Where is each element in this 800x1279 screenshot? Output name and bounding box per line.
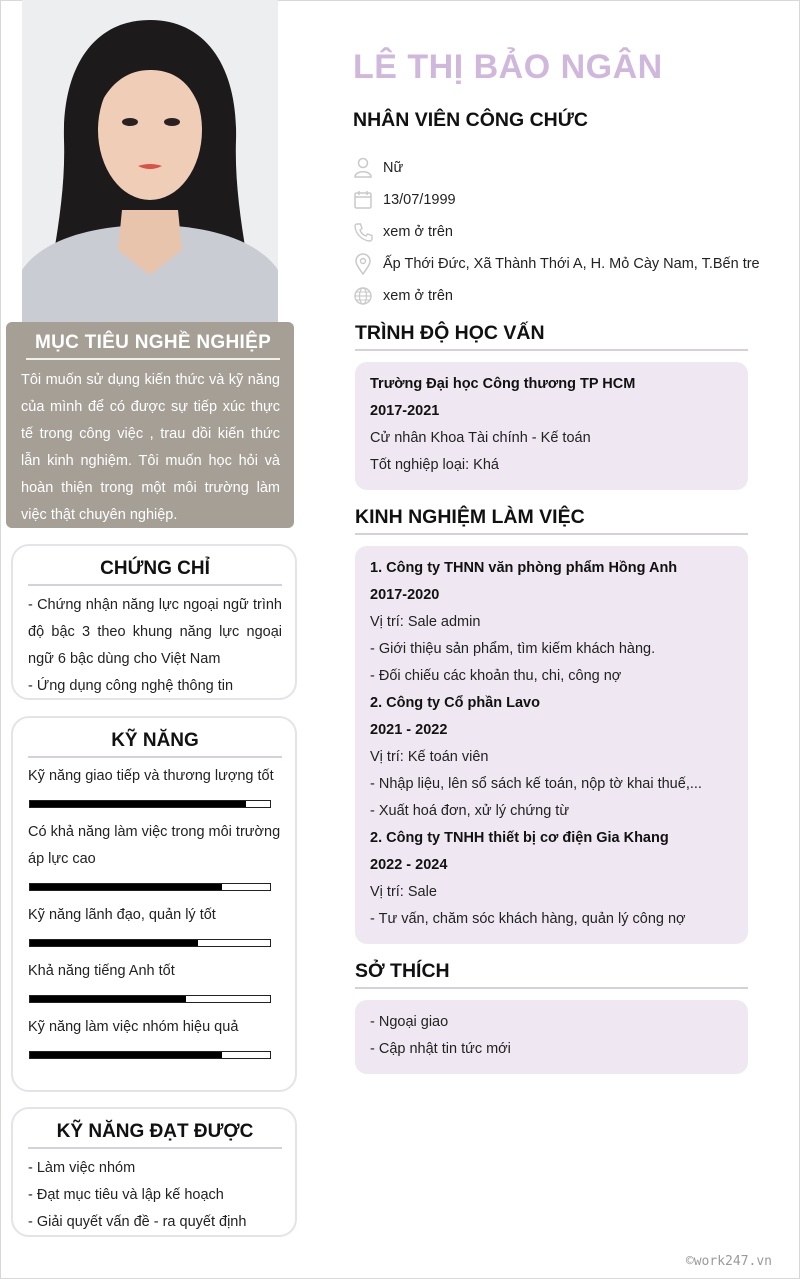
job-duty: - Tư vấn, chăm sóc khách hàng, quản lý công nợ <box>370 911 686 927</box>
skill-bar <box>29 1051 271 1059</box>
skill-bar <box>29 883 271 891</box>
education-major: Cử nhân Khoa Tài chính - Kế toán <box>370 430 591 446</box>
certificate-item: - Ứng dụng công nghệ thông tin <box>28 678 234 694</box>
gender-text: Nữ <box>383 160 404 176</box>
contact-address <box>353 252 760 276</box>
job-period: 2017-2020 <box>370 587 440 603</box>
skill-label: Kỹ năng giao tiếp và thương lượng tốt <box>28 768 274 784</box>
certificate-item: - Chứng nhận năng lực ngoại ngữ trình độ bậc 3 theo khung năng lực ngoại ngữ 6 bậc dùng cho Việt Nam <box>28 597 282 667</box>
birthday-text: 13/07/1999 <box>383 192 456 208</box>
phone-icon <box>353 221 373 243</box>
hobby-item: - Cập nhật tin tức mới <box>370 1041 511 1057</box>
career-objective-box <box>6 322 294 528</box>
skills-card <box>11 716 297 1092</box>
contact-phone <box>353 220 453 244</box>
contact-birthday <box>353 188 456 212</box>
skill-bar <box>29 995 271 1003</box>
location-icon <box>353 253 373 275</box>
skill-bar-fill <box>30 940 198 946</box>
certificates-card <box>11 544 297 700</box>
skill-bar <box>29 800 271 808</box>
hobbies-title: SỞ THÍCH <box>355 960 748 989</box>
profile-photo <box>22 0 278 322</box>
contact-gender <box>353 156 403 180</box>
contact-website <box>353 284 453 308</box>
skill-label: Khả năng tiếng Anh tốt <box>28 963 175 979</box>
company-name: 2. Công ty Cổ phần Lavo <box>370 695 540 711</box>
skill-label: Có khả năng làm việc trong môi trường áp lực cao <box>28 824 281 867</box>
education-years: 2017-2021 <box>370 403 440 419</box>
objective-text: Tôi muốn sử dụng kiến thức và kỹ năng của mình để có được sự tiếp xúc thực tế trong công việc , trau dồi kiến thức lẫn kinh nghiệm. Tôi muốn học hỏi và hoàn thiện trong một môi trường làm việc thật chuyên nghiệp. <box>21 372 280 523</box>
objective-title: MỤC TIÊU NGHỀ NGHIỆP <box>26 332 280 360</box>
achieved-skill-item: - Giải quyết vấn đề - ra quyết định <box>28 1214 247 1230</box>
skill-bar-fill <box>30 1052 222 1058</box>
job-period: 2022 - 2024 <box>370 857 448 873</box>
globe-icon <box>353 285 373 307</box>
experience-panel <box>355 546 748 944</box>
job-duty: - Đối chiếu các khoản thu, chi, công nợ <box>370 668 622 684</box>
job-title: NHÂN VIÊN CÔNG CHỨC <box>353 109 589 131</box>
education-grade: Tốt nghiệp loại: Khá <box>370 457 499 473</box>
achieved-skills-title: KỸ NĂNG ĐẠT ĐƯỢC <box>28 1121 282 1149</box>
job-duty: - Xuất hoá đơn, xử lý chứng từ <box>370 803 570 819</box>
skills-title: KỸ NĂNG <box>28 730 282 758</box>
skill-bar-fill <box>30 996 186 1002</box>
calendar-icon <box>353 189 373 211</box>
job-period: 2021 - 2022 <box>370 722 448 738</box>
achieved-skills-card <box>11 1107 297 1237</box>
job-duty: - Giới thiệu sản phẩm, tìm kiếm khách hàng. <box>370 641 656 657</box>
skill-bar-fill <box>30 884 222 890</box>
job-position: Vị trí: Sale <box>370 884 437 900</box>
education-panel <box>355 362 748 490</box>
certificates-title: CHỨNG CHỈ <box>28 558 282 586</box>
address-text: Ấp Thới Đức, Xã Thành Thới A, H. Mỏ Cày Nam, T.Bến tre <box>383 256 760 272</box>
education-title: TRÌNH ĐỘ HỌC VẤN <box>355 322 748 351</box>
school-name: Trường Đại học Công thương TP HCM <box>370 376 636 392</box>
user-icon <box>353 157 373 179</box>
achieved-skill-item: - Làm việc nhóm <box>28 1160 136 1176</box>
skill-bar <box>29 939 271 947</box>
experience-title: KINH NGHIỆM LÀM VIỆC <box>355 506 748 535</box>
achieved-skill-item: - Đạt mục tiêu và lập kế hoạch <box>28 1187 224 1203</box>
company-name: 1. Công ty THNN văn phòng phẩm Hồng Anh <box>370 560 678 576</box>
company-name: 2. Công ty TNHH thiết bị cơ điện Gia Khang <box>370 830 669 846</box>
job-duty: - Nhập liệu, lên sổ sách kế toán, nộp tờ khai thuế,... <box>370 776 702 792</box>
watermark: ©work247.vn <box>685 1254 772 1269</box>
phone-text: xem ở trên <box>383 224 453 240</box>
candidate-name: LÊ THỊ BẢO NGÂN <box>353 48 663 86</box>
hobby-item: - Ngoại giao <box>370 1014 449 1030</box>
skill-label: Kỹ năng lãnh đạo, quản lý tốt <box>28 907 216 923</box>
skill-label: Kỹ năng làm việc nhóm hiệu quả <box>28 1019 239 1035</box>
website-text: xem ở trên <box>383 288 453 304</box>
job-position: Vị trí: Sale admin <box>370 614 481 630</box>
hobbies-panel <box>355 1000 748 1074</box>
skill-bar-fill <box>30 801 246 807</box>
job-position: Vị trí: Kế toán viên <box>370 749 489 765</box>
